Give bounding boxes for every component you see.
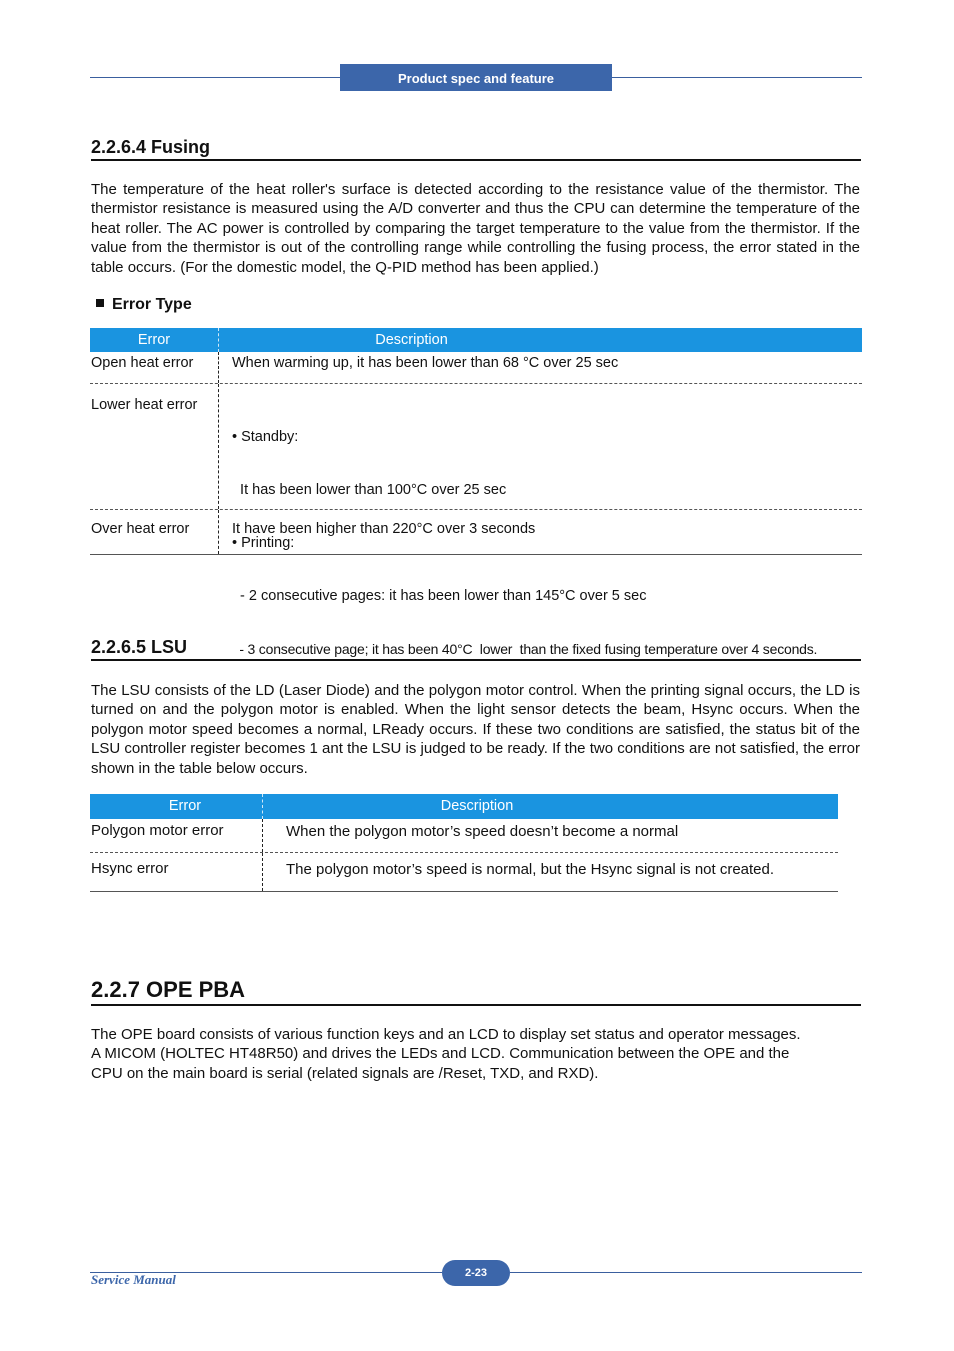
square-bullet-icon — [96, 299, 104, 307]
error-name: Over heat error — [91, 521, 190, 537]
header-rule-left — [90, 77, 340, 78]
paragraph-line: A MICOM (HOLTEC HT48R50) and drives the LEDs and LCD. Communication between the OPE and the — [91, 1045, 790, 1063]
ope-heading: 2.2.7 OPE PBA — [91, 977, 861, 1006]
error-name: Hsync error — [91, 860, 169, 877]
error-name: Polygon motor error — [91, 822, 224, 839]
column-divider — [262, 853, 263, 891]
description-line: - 3 consecutive page; it has been 40°C lower than the fixed fusing temperature over 4 seconds. — [232, 641, 818, 657]
header-section-tab: Product spec and feature — [340, 64, 612, 91]
description-line: - 2 consecutive pages: it has been lower than 145°C over 5 sec — [232, 588, 647, 604]
table-row — [90, 853, 838, 892]
paragraph-line: CPU on the main board is serial (related signals are /Reset, TXD, and RXD). — [91, 1064, 599, 1082]
description-line: The polygon motor’s speed is normal, but the Hsync signal is not created. — [286, 861, 775, 878]
fusing-heading: 2.2.6.4 Fusing — [91, 136, 861, 161]
header-rule-right — [612, 77, 862, 78]
fusing-table-header — [90, 328, 862, 352]
description-line: When the polygon motor’s speed doesn’t become a normal — [286, 823, 679, 840]
page-number-badge: 2-23 — [442, 1260, 510, 1286]
error-description — [232, 353, 618, 374]
lsu-heading: 2.2.6.5 LSU — [91, 636, 861, 661]
lsu-paragraph: The LSU consists of the LD (Laser Diode) and the polygon motor control. When the printing signal occurs, the LD is turned on and the polygon motor is enabled. When the light sensor detects the beam, Hsync occurs. When the polygon motor speed becomes a normal, LReady occurs. If these two conditions are satisfied, the status bit of the LSU controller register becomes 1 ant the LSU is judged to be ready. If the two conditions are not satisfied, the error shown in the table below occurs. — [91, 682, 860, 777]
column-divider — [262, 819, 263, 852]
lsu-col-description: Description — [440, 798, 514, 814]
fusing-paragraph: The temperature of the heat roller's surface is detected according to the resistance value of the thermistor. The thermistor resistance is measured using the A/D converter and thus the CPU can determine the temperature of the heat roller. The AC power is controlled by comparing the target temperature to the value from the thermistor. If the value from the thermistor is out of the controlling range while controlling the fusing process, the error stated in the table occurs. (For the domestic model, the Q-PID method has been applied.) — [91, 181, 860, 276]
lsu-col-error: Error — [168, 798, 202, 814]
description-line: • Standby: — [232, 429, 299, 445]
fusing-col-error: Error — [137, 332, 171, 348]
fusing-col-description: Description — [375, 332, 448, 348]
table-row — [90, 510, 862, 555]
error-type-subheading — [96, 296, 192, 314]
paragraph-line: The OPE board consists of various function keys and an LCD to display set status and operator messages. — [91, 1026, 801, 1043]
lsu-table-header — [90, 794, 838, 819]
lsu-error-table — [90, 794, 838, 892]
table-row — [90, 352, 862, 384]
description-line: • Printing: — [232, 535, 295, 551]
error-name: Open heat error — [91, 355, 194, 371]
error-description — [286, 821, 678, 842]
column-divider — [218, 384, 219, 509]
description-line: It have been higher than 220°C over 3 seconds — [232, 521, 536, 537]
error-name: Lower heat error — [91, 397, 198, 413]
table-row — [90, 819, 838, 853]
ope-paragraph — [91, 1025, 860, 1083]
column-divider — [218, 510, 219, 554]
description-line: When warming up, it has been lower than 68 °C over 25 sec — [232, 355, 619, 371]
error-description — [286, 859, 774, 880]
error-description — [232, 519, 535, 540]
description-line: It has been lower than 100°C over 25 sec — [232, 482, 507, 498]
error-type-label: Error Type — [112, 296, 192, 313]
column-divider — [218, 352, 219, 383]
footer-manual-label: Service Manual — [91, 1272, 176, 1287]
footer-rule-right — [510, 1272, 862, 1273]
